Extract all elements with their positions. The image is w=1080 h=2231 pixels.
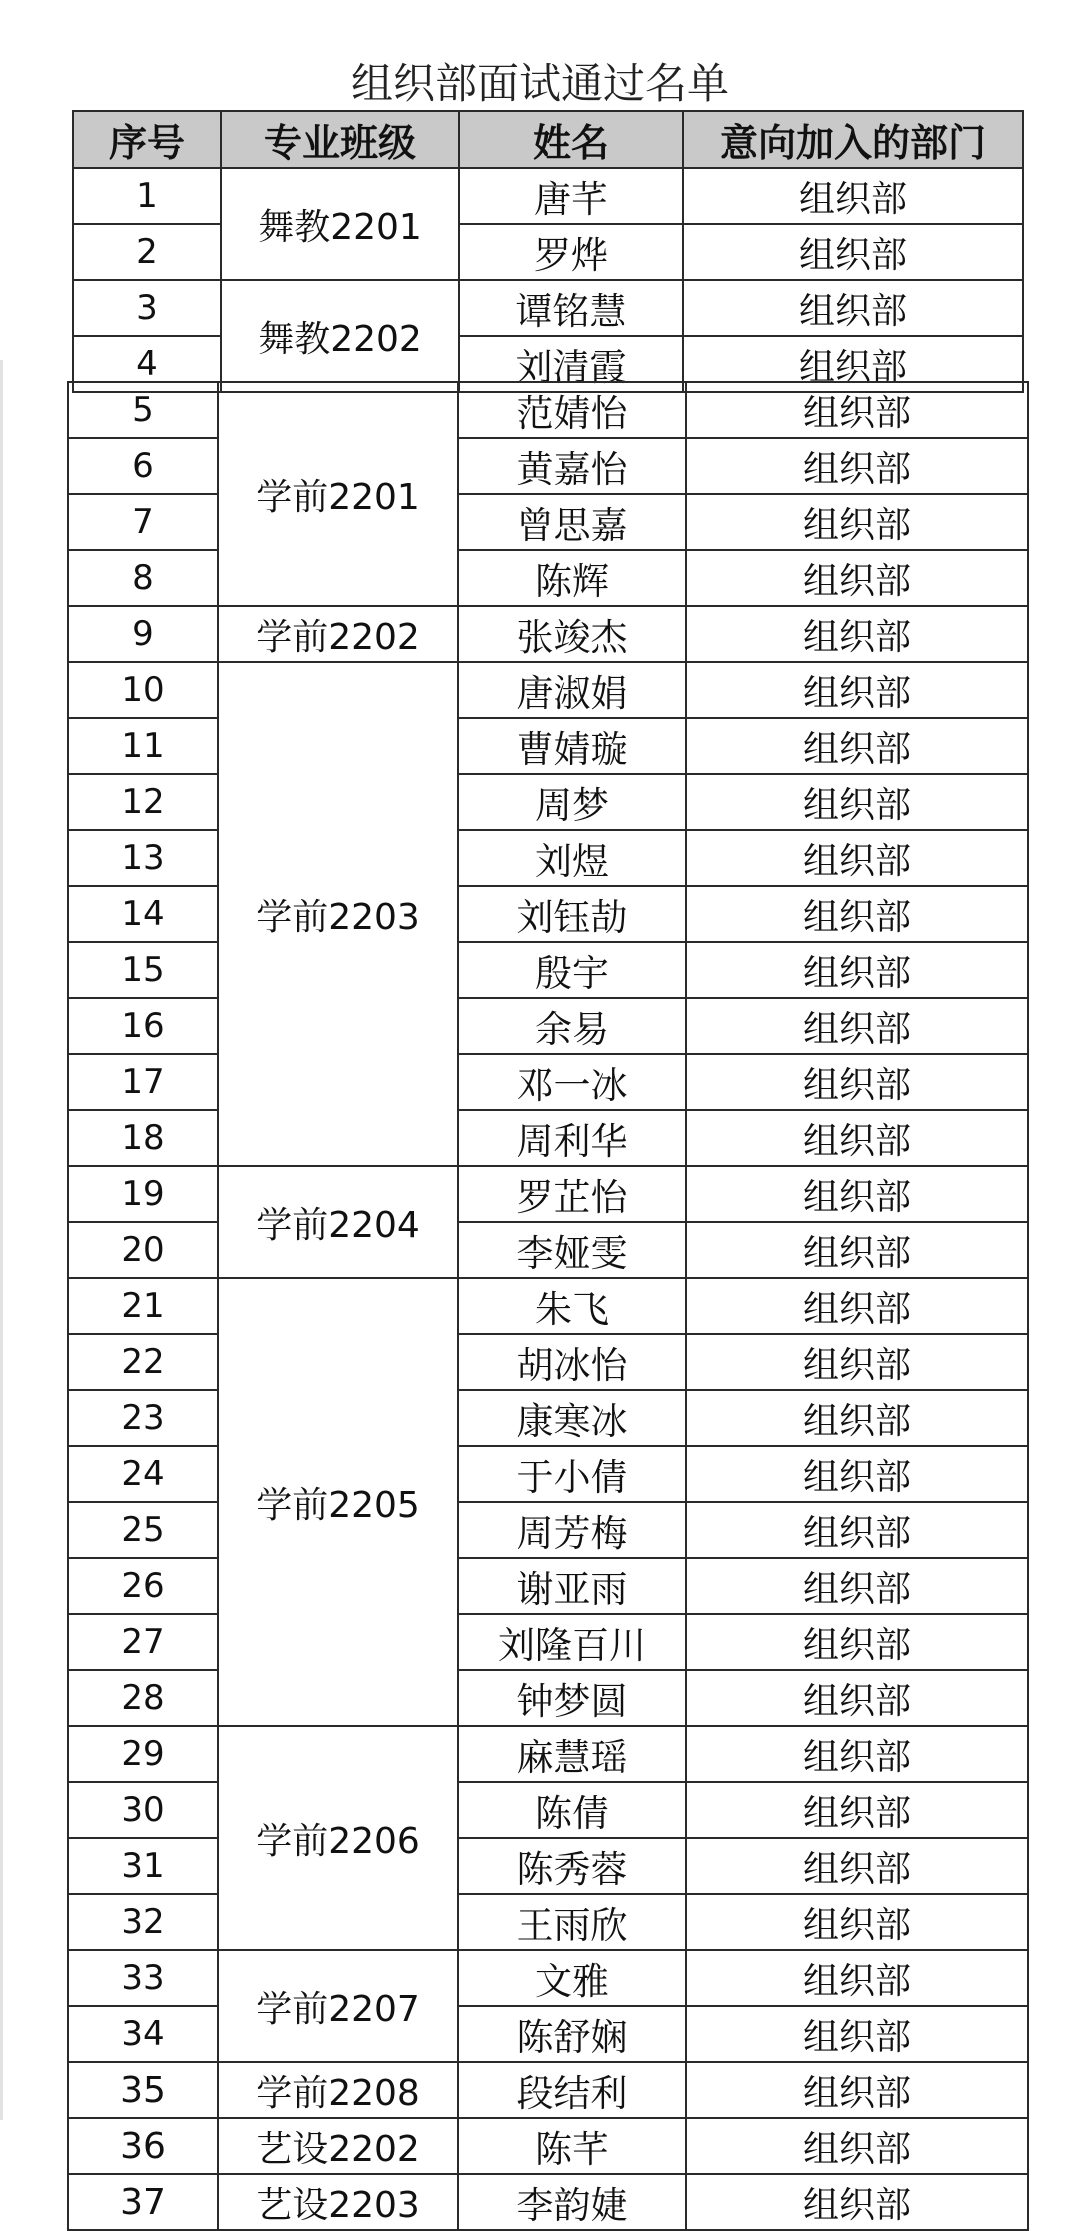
table-row [68, 1782, 1028, 1838]
cell-name: 周利华 [458, 1110, 686, 1166]
cell-no: 18 [68, 1110, 218, 1166]
cell-dept: 组织部 [686, 1334, 1028, 1390]
table-row [68, 662, 1028, 718]
cell-no: 27 [68, 1614, 218, 1670]
table-row [68, 1110, 1028, 1166]
cell-no: 33 [68, 1950, 218, 2006]
cell-dept: 组织部 [683, 168, 1023, 224]
cell-dept: 组织部 [686, 1558, 1028, 1614]
table-row [68, 1446, 1028, 1502]
cell-name: 罗烨 [459, 224, 683, 280]
cell-name: 李娅雯 [458, 1222, 686, 1278]
cell-dept: 组织部 [686, 2174, 1028, 2230]
cell-dept: 组织部 [686, 1894, 1028, 1950]
cell-no: 22 [68, 1334, 218, 1390]
table-row [68, 2062, 1028, 2118]
cell-no: 9 [68, 606, 218, 662]
table-row [68, 2118, 1028, 2174]
cell-class: 舞教2202 [221, 280, 459, 392]
table-row [68, 550, 1028, 606]
header-no: 序号 [73, 111, 221, 168]
cell-name: 唐淑娟 [458, 662, 686, 718]
cell-no: 3 [73, 280, 221, 336]
cell-dept: 组织部 [686, 1614, 1028, 1670]
cell-name: 陈辉 [458, 550, 686, 606]
cell-name: 刘清霞 [459, 336, 683, 392]
cell-no: 15 [68, 942, 218, 998]
table-row [68, 438, 1028, 494]
cell-name: 刘隆百川 [458, 1614, 686, 1670]
cell-class: 学前2207 [218, 1950, 458, 2062]
cell-dept: 组织部 [686, 2006, 1028, 2062]
table-row [73, 280, 1023, 336]
cell-dept: 组织部 [686, 2062, 1028, 2118]
cell-dept: 组织部 [686, 830, 1028, 886]
cell-no: 29 [68, 1726, 218, 1782]
table-row [73, 168, 1023, 224]
cell-dept: 组织部 [686, 382, 1028, 438]
cell-class: 艺设2202 [218, 2118, 458, 2174]
cell-name: 唐芊 [459, 168, 683, 224]
table-row [68, 382, 1028, 438]
cell-dept: 组织部 [686, 1110, 1028, 1166]
cell-name: 陈芊 [458, 2118, 686, 2174]
cell-no: 8 [68, 550, 218, 606]
cell-name: 康寒冰 [458, 1390, 686, 1446]
cell-class: 学前2203 [218, 662, 458, 1166]
cell-name: 于小倩 [458, 1446, 686, 1502]
cell-dept: 组织部 [686, 1502, 1028, 1558]
table-row [68, 1838, 1028, 1894]
header-name: 姓名 [459, 111, 683, 168]
cell-no: 1 [73, 168, 221, 224]
table-row [68, 1502, 1028, 1558]
cell-dept: 组织部 [686, 1726, 1028, 1782]
cell-name: 殷宇 [458, 942, 686, 998]
cell-no: 31 [68, 1838, 218, 1894]
cell-class: 艺设2203 [218, 2174, 458, 2230]
cell-no: 4 [73, 336, 221, 392]
cell-name: 陈舒娴 [458, 2006, 686, 2062]
cell-name: 段结利 [458, 2062, 686, 2118]
cell-no: 36 [68, 2118, 218, 2174]
table-row [68, 1726, 1028, 1782]
cell-name: 胡冰怡 [458, 1334, 686, 1390]
page-edge-divider [0, 360, 3, 2120]
cell-name: 谢亚雨 [458, 1558, 686, 1614]
cell-name: 朱飞 [458, 1278, 686, 1334]
table-row [68, 494, 1028, 550]
cell-no: 23 [68, 1390, 218, 1446]
roster-table-dance [72, 110, 1024, 393]
cell-no: 24 [68, 1446, 218, 1502]
table-row [68, 718, 1028, 774]
cell-name: 麻慧瑶 [458, 1726, 686, 1782]
cell-name: 谭铭慧 [459, 280, 683, 336]
table-row [68, 830, 1028, 886]
cell-name: 陈倩 [458, 1782, 686, 1838]
table-row [68, 2006, 1028, 2062]
cell-no: 26 [68, 1558, 218, 1614]
table-row [68, 774, 1028, 830]
cell-name: 李韵婕 [458, 2174, 686, 2230]
cell-dept: 组织部 [686, 1950, 1028, 2006]
cell-no: 28 [68, 1670, 218, 1726]
cell-no: 6 [68, 438, 218, 494]
header-dept: 意向加入的部门 [683, 111, 1023, 168]
cell-no: 37 [68, 2174, 218, 2230]
cell-dept: 组织部 [686, 718, 1028, 774]
cell-name: 文雅 [458, 1950, 686, 2006]
table-row [68, 1222, 1028, 1278]
cell-name: 刘煜 [458, 830, 686, 886]
cell-no: 25 [68, 1502, 218, 1558]
cell-no: 5 [68, 382, 218, 438]
cell-no: 13 [68, 830, 218, 886]
cell-class: 舞教2201 [221, 168, 459, 280]
cell-dept: 组织部 [686, 774, 1028, 830]
cell-class: 学前2204 [218, 1166, 458, 1278]
table-row [73, 224, 1023, 280]
cell-name: 刘钰劼 [458, 886, 686, 942]
cell-no: 19 [68, 1166, 218, 1222]
cell-no: 17 [68, 1054, 218, 1110]
header-class: 专业班级 [221, 111, 459, 168]
cell-dept: 组织部 [686, 1446, 1028, 1502]
table-row [68, 1894, 1028, 1950]
table-row [68, 1950, 1028, 2006]
cell-dept: 组织部 [686, 606, 1028, 662]
cell-name: 陈秀蓉 [458, 1838, 686, 1894]
cell-name: 范婧怡 [458, 382, 686, 438]
table-row [68, 1390, 1028, 1446]
table-row [68, 1558, 1028, 1614]
cell-no: 11 [68, 718, 218, 774]
cell-no: 34 [68, 2006, 218, 2062]
cell-dept: 组织部 [686, 1670, 1028, 1726]
cell-name: 曾思嘉 [458, 494, 686, 550]
cell-class: 学前2201 [218, 382, 458, 606]
cell-name: 邓一冰 [458, 1054, 686, 1110]
cell-class: 学前2208 [218, 2062, 458, 2118]
cell-no: 16 [68, 998, 218, 1054]
cell-dept: 组织部 [686, 1166, 1028, 1222]
page-title: 组织部面试通过名单 [350, 59, 729, 108]
header-row [73, 111, 1023, 168]
cell-dept: 组织部 [686, 1782, 1028, 1838]
table-row [68, 1054, 1028, 1110]
cell-no: 2 [73, 224, 221, 280]
cell-dept: 组织部 [686, 550, 1028, 606]
cell-no: 21 [68, 1278, 218, 1334]
table-row [68, 1670, 1028, 1726]
cell-no: 7 [68, 494, 218, 550]
cell-dept: 组织部 [686, 2118, 1028, 2174]
table-row [68, 1334, 1028, 1390]
cell-name: 周芳梅 [458, 1502, 686, 1558]
cell-dept: 组织部 [686, 998, 1028, 1054]
cell-no: 14 [68, 886, 218, 942]
cell-dept: 组织部 [686, 1278, 1028, 1334]
cell-name: 张竣杰 [458, 606, 686, 662]
cell-name: 黄嘉怡 [458, 438, 686, 494]
roster-table-preschool [67, 381, 1029, 2231]
cell-name: 王雨欣 [458, 1894, 686, 1950]
cell-dept: 组织部 [683, 224, 1023, 280]
cell-name: 钟梦圆 [458, 1670, 686, 1726]
table-row [68, 606, 1028, 662]
cell-class: 学前2202 [218, 606, 458, 662]
cell-no: 35 [68, 2062, 218, 2118]
cell-dept: 组织部 [686, 1390, 1028, 1446]
cell-dept: 组织部 [686, 1838, 1028, 1894]
table-row [68, 2174, 1028, 2230]
cell-name: 余易 [458, 998, 686, 1054]
cell-dept: 组织部 [686, 438, 1028, 494]
cell-no: 30 [68, 1782, 218, 1838]
cell-name: 曹婧璇 [458, 718, 686, 774]
cell-dept: 组织部 [686, 942, 1028, 998]
cell-dept: 组织部 [686, 1222, 1028, 1278]
cell-class: 学前2206 [218, 1726, 458, 1950]
cell-dept: 组织部 [686, 494, 1028, 550]
cell-dept: 组织部 [686, 662, 1028, 718]
cell-no: 32 [68, 1894, 218, 1950]
cell-name: 周梦 [458, 774, 686, 830]
cell-dept: 组织部 [686, 886, 1028, 942]
table-row [68, 1278, 1028, 1334]
table-row [68, 942, 1028, 998]
cell-dept: 组织部 [683, 280, 1023, 336]
table-row [68, 886, 1028, 942]
table-row [68, 998, 1028, 1054]
cell-name: 罗芷怡 [458, 1166, 686, 1222]
table-row [68, 1166, 1028, 1222]
cell-class: 学前2205 [218, 1278, 458, 1726]
cell-no: 20 [68, 1222, 218, 1278]
table-row [68, 1614, 1028, 1670]
cell-no: 10 [68, 662, 218, 718]
cell-dept: 组织部 [686, 1054, 1028, 1110]
cell-dept: 组织部 [683, 336, 1023, 392]
cell-no: 12 [68, 774, 218, 830]
